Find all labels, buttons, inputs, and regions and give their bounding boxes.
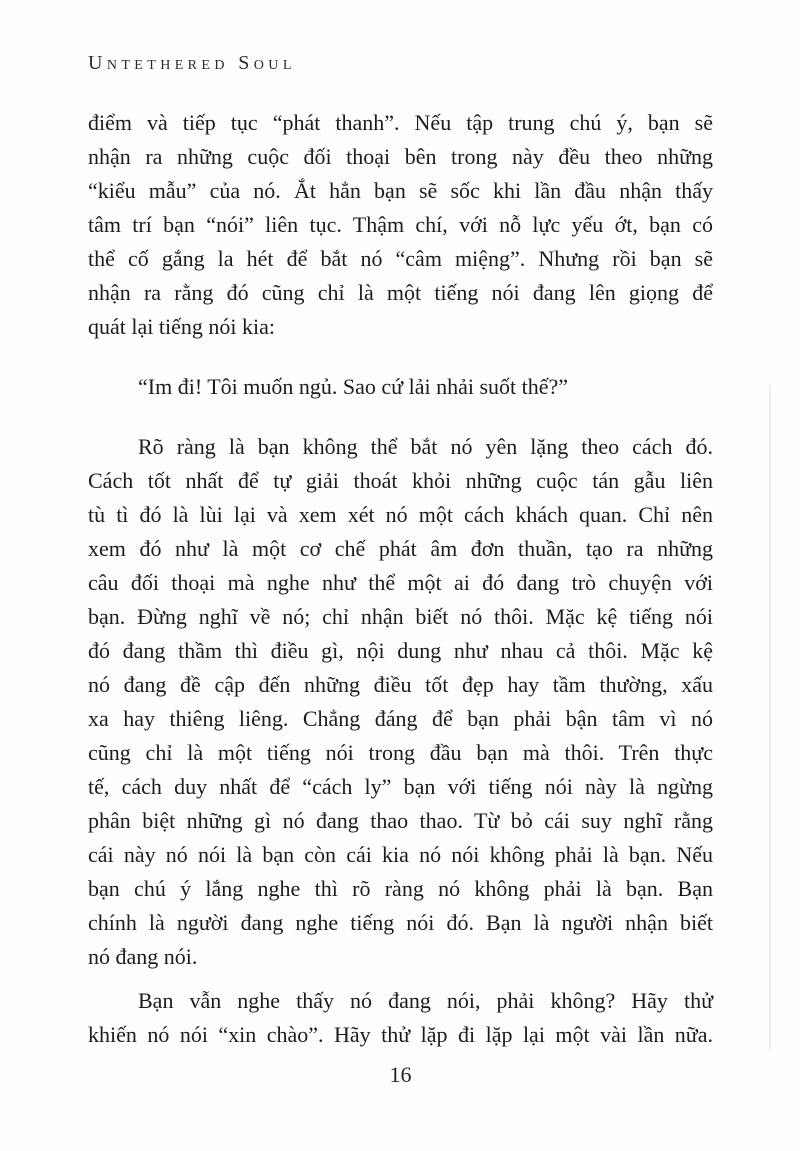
text-line: xem đó như là một cơ chế phát âm đơn thuần, tạo ra những	[88, 536, 713, 561]
text-line: tâm trí bạn “nói” liên tục. Thậm chí, với nỗ lực yếu ớt, bạn có	[88, 212, 713, 237]
running-header: Untethered Soul	[88, 52, 296, 74]
text-line: Rõ ràng là bạn không thể bắt nó yên lặng theo cách đó.	[138, 434, 713, 459]
text-line: quát lại tiếng nói kia:	[88, 314, 275, 339]
text-line: bạn. Đừng nghĩ về nó; chỉ nhận biết nó thôi. Mặc kệ tiếng nói	[88, 604, 713, 629]
text-line: nó đang đề cập đến những điều tốt đẹp hay tầm thường, xấu	[88, 672, 713, 697]
text-line: nhận ra rằng đó cũng chỉ là một tiếng nói đang lên giọng để	[88, 280, 713, 305]
text-line: Cách tốt nhất để tự giải thoát khỏi những cuộc tán gẫu liên	[88, 468, 713, 493]
text-line: tù tì đó là lùi lại và xem xét nó một cách khách quan. Chỉ nên	[88, 502, 713, 527]
text-line: Bạn vẫn nghe thấy nó đang nói, phải không? Hãy thử	[138, 988, 713, 1013]
inner-voice-quote	[88, 370, 713, 404]
text-line: điểm và tiếp tục “phát thanh”. Nếu tập trung chú ý, bạn sẽ	[88, 110, 713, 135]
scan-edge-artifact	[769, 385, 771, 1050]
paragraph-3	[88, 984, 713, 1052]
text-line: thể cố gắng la hét để bắt nó “câm miệng”. Nhưng rồi bạn sẽ	[88, 246, 713, 271]
quote-line: “Im đi! Tôi muốn ngủ. Sao cứ lải nhải suốt thế?”	[138, 374, 569, 399]
text-line: xa hay thiêng liêng. Chẳng đáng để bạn phải bận tâm vì nó	[88, 706, 713, 731]
paragraph-2	[88, 430, 713, 974]
text-line: tế, cách duy nhất để “cách ly” bạn với tiếng nói này là ngừng	[88, 774, 713, 799]
page-number: 16	[389, 1062, 412, 1087]
text-line: đó đang thầm thì điều gì, nội dung như nhau cả thôi. Mặc kệ	[88, 638, 713, 663]
text-line: câu đối thoại mà nghe như thể một ai đó đang trò chuyện với	[88, 570, 713, 595]
paragraph-1	[88, 106, 713, 344]
text-line: bạn chú ý lắng nghe thì rõ ràng nó không phải là bạn. Bạn	[88, 876, 713, 901]
text-line: phân biệt những gì nó đang thao thao. Từ bỏ cái suy nghĩ rằng	[88, 808, 713, 833]
text-line: cũng chỉ là một tiếng nói trong đầu bạn mà thôi. Trên thực	[88, 740, 713, 765]
text-line: cái này nó nói là bạn còn cái kia nó nói không phải là bạn. Nếu	[88, 842, 713, 867]
text-line: “kiểu mẫu” của nó. Ắt hẳn bạn sẽ sốc khi lần đầu nhận thấy	[88, 178, 713, 203]
text-line: khiến nó nói “xin chào”. Hãy thử lặp đi lặp lại một vài lần nữa.	[88, 1022, 713, 1047]
text-line: nhận ra những cuộc đối thoại bên trong này đều theo những	[88, 144, 713, 169]
text-line: chính là người đang nghe tiếng nói đó. Bạn là người nhận biết	[88, 910, 713, 935]
page-body-text	[88, 106, 713, 1052]
text-line: nó đang nói.	[88, 944, 198, 969]
